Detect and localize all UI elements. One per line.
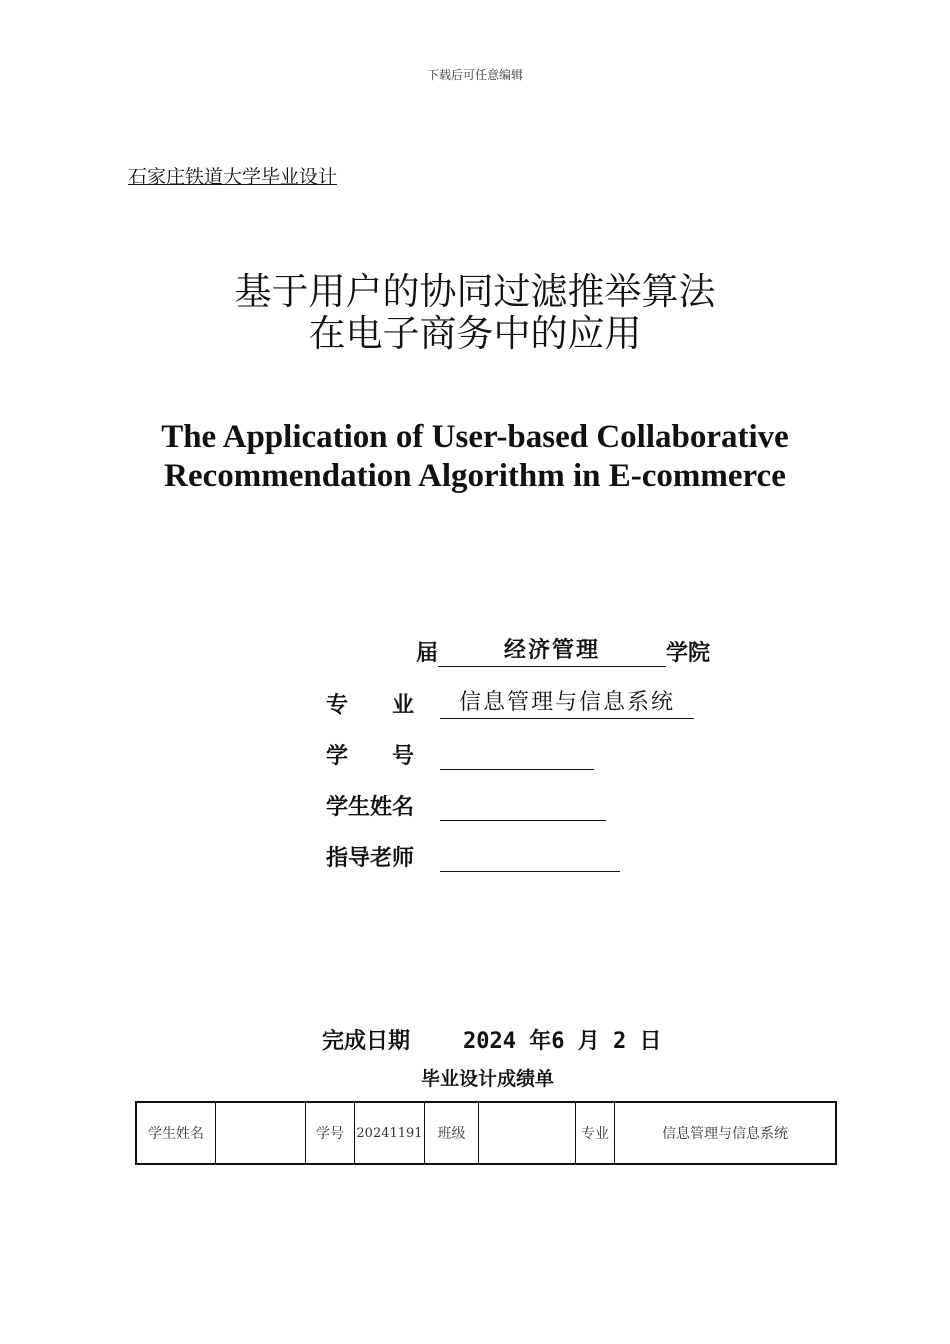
date-year: 2024 bbox=[463, 1029, 516, 1054]
advisor-label: 指导老师 bbox=[326, 846, 415, 871]
major-cell: 信息管理与信息系统 bbox=[615, 1102, 837, 1164]
college-suffix: 学院 bbox=[666, 641, 711, 666]
chinese-title-line-2: 在电子商务中的应用 bbox=[308, 312, 642, 355]
chinese-title-line-1: 基于用户的协同过滤推举算法 bbox=[234, 270, 716, 313]
class-cell bbox=[479, 1102, 576, 1164]
student-name-header: 学生姓名 bbox=[136, 1102, 216, 1164]
advisor-row bbox=[326, 841, 620, 872]
english-title-line-2: Recommendation Algorithm in E-commerce bbox=[164, 458, 786, 494]
date-month-unit: 月 bbox=[577, 1029, 600, 1054]
student-no-label: 学 号 bbox=[326, 744, 415, 769]
college-field: 经济管理 bbox=[438, 638, 666, 667]
date-day: 2 bbox=[613, 1029, 627, 1054]
grade-form-title: 毕业设计成绩单 bbox=[420, 1068, 554, 1090]
date-year-unit: 年 bbox=[529, 1029, 552, 1054]
student-no-field bbox=[440, 741, 594, 770]
student-no-row bbox=[326, 739, 594, 770]
college-row bbox=[416, 636, 710, 667]
class-header: 班级 bbox=[425, 1102, 479, 1164]
date-label: 完成日期 bbox=[322, 1029, 411, 1054]
english-title-line-1: The Application of User-based Collaborative bbox=[161, 419, 789, 455]
major-row bbox=[326, 688, 694, 719]
student-name-label: 学生姓名 bbox=[326, 795, 415, 820]
table-row bbox=[136, 1102, 836, 1164]
major-header: 专业 bbox=[576, 1102, 615, 1164]
student-name-cell bbox=[216, 1102, 306, 1164]
advisor-field bbox=[440, 843, 620, 872]
student-name-field bbox=[440, 792, 606, 821]
major-label: 专 业 bbox=[326, 693, 415, 718]
grade-table bbox=[135, 1101, 837, 1165]
school-heading: 石家庄铁道大学毕业设计 bbox=[128, 166, 338, 188]
student-no-header: 学号 bbox=[306, 1102, 355, 1164]
student-no-cell: 20241191 bbox=[355, 1102, 425, 1164]
completion-date bbox=[322, 1024, 662, 1055]
session-label: 届 bbox=[416, 641, 439, 666]
date-day-unit: 日 bbox=[639, 1029, 662, 1054]
major-field: 信息管理与信息系统 bbox=[440, 690, 694, 719]
header-note: 下载后可任意编辑 bbox=[426, 68, 523, 82]
date-month: 6 bbox=[551, 1029, 565, 1054]
student-name-row bbox=[326, 790, 606, 821]
